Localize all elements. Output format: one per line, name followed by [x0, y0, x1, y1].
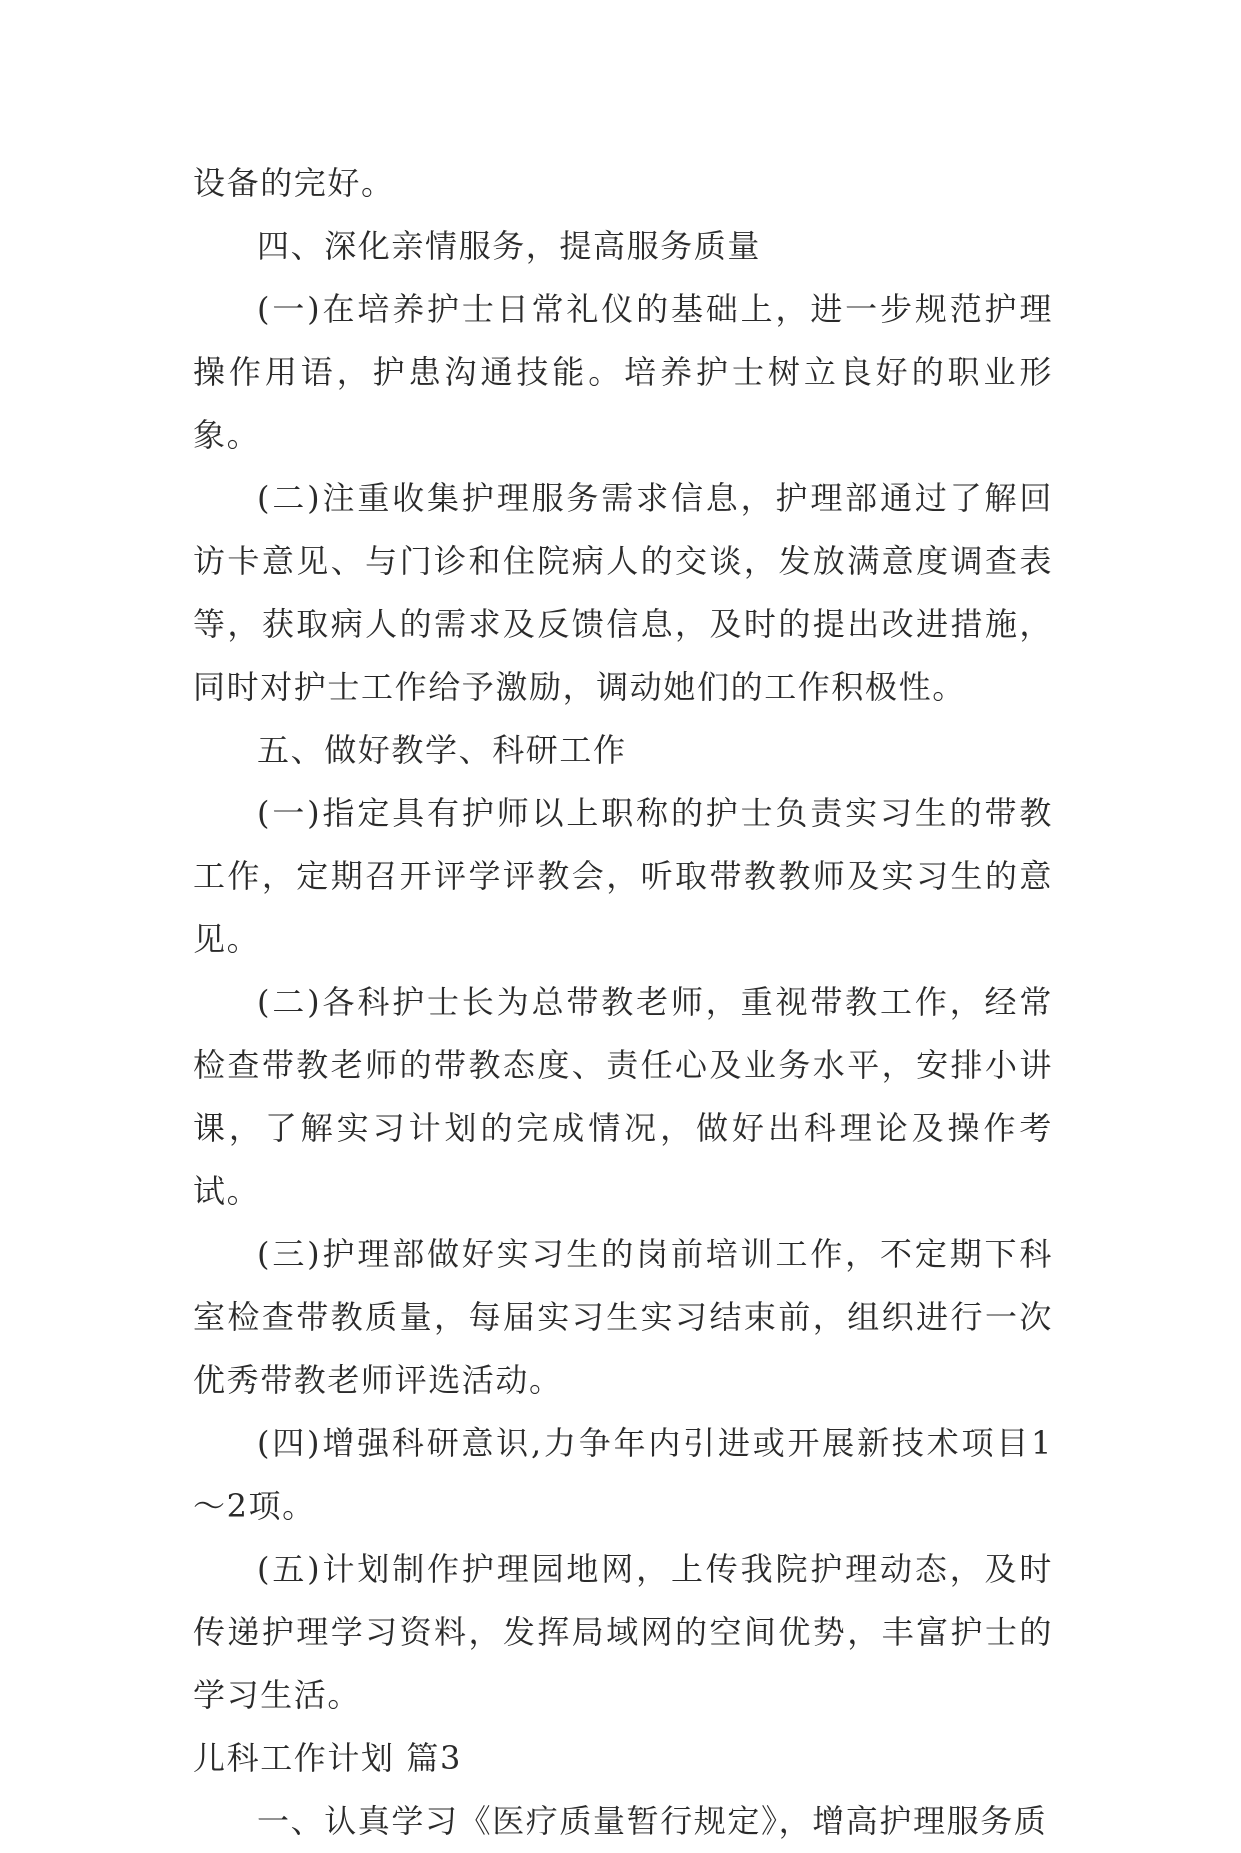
section-heading-five: 五、做好教学、科研工作: [257, 731, 627, 769]
document-body: [193, 152, 1053, 1853]
paragraph-five-3: (三)护理部做好实习生的岗前培训工作，不定期下科室检查带教质量，每届实习生实习结束前，组织进行一次优秀带教老师评选活动。: [193, 1235, 1053, 1399]
paragraph-part3-1: 一、认真学习《医疗质量暂行规定》，增高护理服务质: [257, 1802, 1048, 1840]
paragraph-five-2: (二)各科护士长为总带教老师，重视带教工作，经常检查带教老师的带教态度、责任心及业务水平，安排小讲课，了解实习计划的完成情况，做好出科理论及操作考试。: [193, 983, 1053, 1210]
article-title-part-3: 儿科工作计划 篇3: [193, 1739, 462, 1777]
paragraph-equipment-intact: 设备的完好。: [193, 164, 395, 202]
paragraph-five-1: (一)指定具有护师以上职称的护士负责实习生的带教工作，定期召开评学评教会，听取带教教师及实习生的意见。: [193, 794, 1053, 958]
paragraph-five-4: (四)增强科研意识,力争年内引进或开展新技术项目1～2项。: [193, 1424, 1053, 1525]
paragraph-five-5: (五)计划制作护理园地网，上传我院护理动态，及时传递护理学习资料，发挥局域网的空间优势，丰富护士的学习生活。: [193, 1550, 1053, 1714]
paragraph-four-1: (一)在培养护士日常礼仪的基础上，进一步规范护理操作用语，护患沟通技能。培养护士树立良好的职业形象。: [193, 290, 1053, 454]
paragraph-four-2: (二)注重收集护理服务需求信息，护理部通过了解回访卡意见、与门诊和住院病人的交谈，发放满意度调查表等，获取病人的需求及反馈信息，及时的提出改进措施，同时对护士工作给予激励，调动她们的工作积极性。: [193, 479, 1053, 706]
section-heading-four: 四、深化亲情服务，提高服务质量: [257, 227, 762, 265]
